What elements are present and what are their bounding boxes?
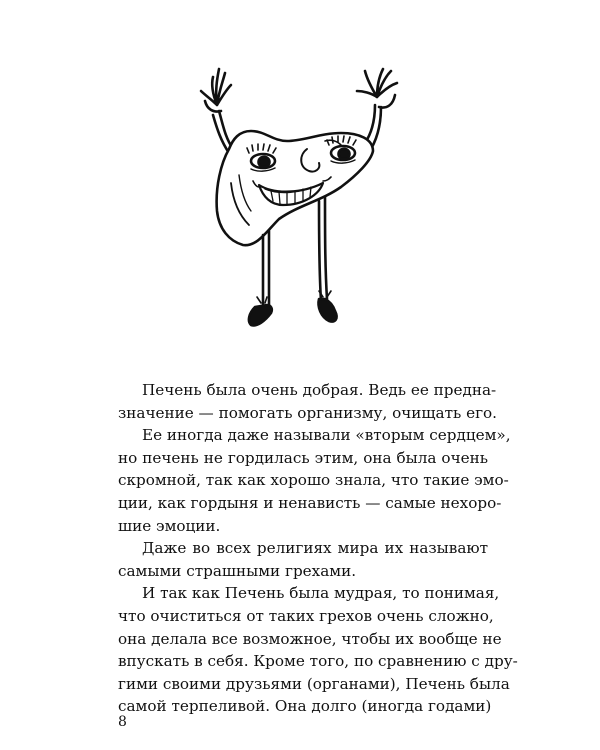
text-line: ции, как гордыня и ненависть — самые нехоро-	[118, 493, 502, 512]
text-line: Даже во всех религиях мира их называют	[142, 539, 488, 558]
text-line: гими своими друзьями (органами), Печень была	[118, 674, 510, 693]
text-line: но печень не гордилась этим, она была очень	[118, 448, 488, 467]
text-line: И так как Печень была мудрая, то понимая,	[142, 584, 500, 603]
text-line: самыми страшными грехами.	[118, 561, 357, 580]
text-line: она делала все возможное, чтобы их вообще не	[118, 629, 502, 648]
page-body-text	[118, 379, 518, 718]
text-line: шие эмоции.	[118, 516, 221, 535]
text-line: самой терпеливой. Она долго (иногда годами)	[118, 697, 492, 716]
liver-character-illustration	[195, 55, 415, 340]
text-line: Печень была очень добрая. Ведь ее предна-	[142, 381, 497, 399]
page-number: 8	[118, 714, 127, 730]
text-line: что очиститься от таких грехов очень сложно,	[118, 606, 494, 625]
text-line: скромной, так как хорошо знала, что такие эмо-	[118, 471, 509, 490]
smiling-liver-character-icon	[195, 55, 415, 340]
text-line: Ее иногда даже называли «вторым сердцем»,	[142, 426, 511, 445]
text-line: впускать в себя. Кроме того, по сравнению с дру-	[118, 652, 518, 671]
text-line: значение — помогать организму, очищать его.	[118, 403, 498, 422]
